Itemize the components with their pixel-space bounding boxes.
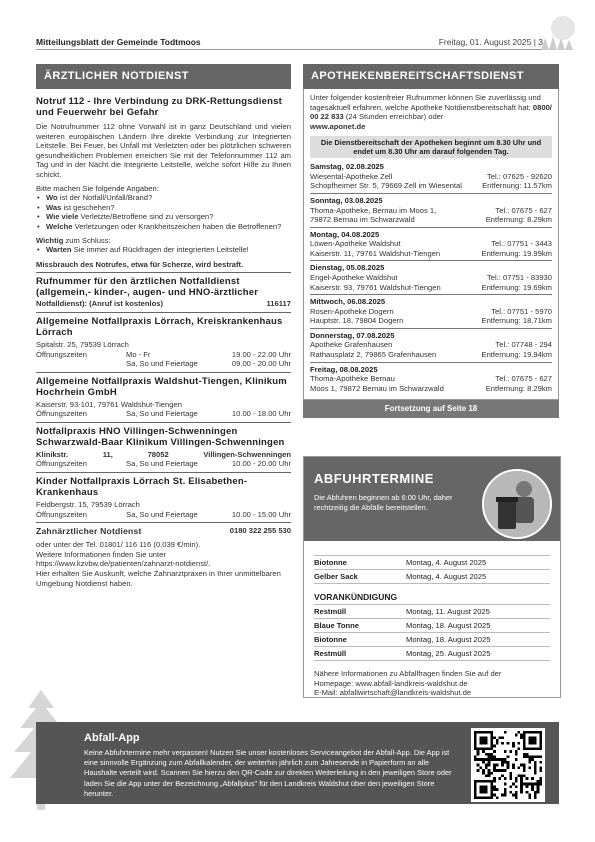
fragen-list	[36, 193, 291, 231]
abfall-app-box	[36, 722, 559, 804]
pharmacy-address: Rathausplatz 2, 79865 Grafenhausen	[310, 349, 437, 359]
pharmacy-box	[303, 89, 559, 400]
praxis-hno-title: Notfallpraxis HNO Villingen-Schwenningen Schwarzwald-Baar Klinikum Villingen-Schwenningen	[36, 425, 285, 448]
preview-heading: VORANKÜNDIGUNG	[314, 592, 398, 602]
pharmacy-note: Die Dienstbereitschaft der Apotheken beginnt um 8.30 Uhr und endet um 8.30 Uhr am darauf folgenden Tag.	[310, 136, 552, 158]
pharmacy-day: Montag, 04.08.2025	[310, 229, 380, 239]
waste-title: ABFUHRTERMINE	[314, 471, 434, 486]
pharmacy-tel: Tel.: 07625 - 92620	[486, 171, 552, 181]
divider	[310, 328, 552, 329]
pharmacy-item	[310, 362, 552, 394]
section-header-pharmacy: APOTHEKENBEREITSCHAFTSDIENST	[303, 64, 559, 89]
missbrauch-warning: Missbrauch des Notrufes, etwa für Scherze, wird bestraft.	[36, 259, 244, 269]
pharmacy-name: Thoma-Apotheke, Bernau im Moos 1,	[310, 205, 437, 215]
waste-subtitle: Die Abfuhren beginnen ab 6:00 Uhr, daher rechtzeitig die Abfälle bereitstellen.	[314, 493, 453, 512]
table-row: Biotonne Montag, 4. August 2025	[314, 556, 550, 570]
medical-emergency-column	[36, 64, 291, 588]
zahn-row: Zahnärztlicher Notdienst 0180 322 255 530	[36, 526, 291, 537]
schluss-line: Wichtig zum Schluss:	[36, 235, 111, 245]
pharmacy-name: Wiesental-Apotheke Zell	[310, 171, 393, 181]
fragen-intro: Bitte machen Sie folgende Angaben:	[36, 183, 159, 193]
pharmacy-address: Hauptstr. 18, 79804 Dogern	[310, 316, 404, 326]
pharmacy-tel: Tel.: 07748 - 294	[495, 340, 552, 350]
pharmacy-address: Schopfheimer Str. 5, 79669 Zell im Wiesental	[310, 181, 462, 191]
pharmacy-tel: Tel.: 07751 - 3443	[491, 239, 552, 249]
list-item: • Was ist geschehen?	[36, 203, 291, 213]
table-row: Restmüll Montag, 11. August 2025	[314, 605, 550, 619]
pharmacy-distance: Entfernung: 19.99km	[481, 248, 552, 258]
list-item: • Welche Verletzungen oder Krankheitszeichen haben die Betroffenen?	[36, 222, 291, 232]
praxis-loerrach-title: Allgemeine Notfallpraxis Lörrach, Kreiskrankenhaus Lörrach	[36, 315, 283, 338]
pharmacy-intro: Unter folgender kostenfreier Rufnummer können Sie zuverlässig und tagesaktuell erfahren, welche Apotheke Notdienstbereitschaft hat: 0800/ 00 22 833 (24 Stunden erreichbar) oder www.aponet.de	[310, 93, 552, 131]
pharmacy-distance: Entfernung: 8.29km	[485, 215, 552, 225]
pharmacy-day: Donnerstag, 07.08.2025	[310, 330, 395, 340]
table-row: Blaue Tonne Montag, 18. August 2025	[314, 619, 550, 633]
praxis-loerrach-address: Spitalstr. 25, 79539 Lörrach	[36, 339, 129, 349]
pharmacy-item	[310, 162, 552, 191]
pharmacy-distance: Entfernung: 19.94km	[481, 349, 552, 359]
pharmacy-name: Thoma-Apotheke Bernau	[310, 374, 395, 383]
pharmacy-address: Kaiserstr. 93, 79761 Waldshut-Tiengen	[310, 282, 441, 292]
divider	[310, 193, 552, 194]
zahn-number: 0180 322 255 530	[229, 526, 291, 536]
waste-homepage-link[interactable]: Homepage: www.abfall-landkreis-waldshut.de	[314, 678, 468, 688]
pharmacy-day: Freitag, 08.08.2025	[310, 364, 378, 374]
notruf-text: Die Notrufnummer 112 ohne Vorwahl ist in ganz Deutschland und vielen weiteren europäischen Ländern Ihre direkte Verbindung zur Integrierten Leitstelle. Bei Feuer, bei Unfall mit Verletzten oder bei plötzlichen schweren gesundheitlichen Problemen erreichen Sie mit der Telefonnummer 112 am Tag und in der Nacht die Integrierte Leitstelle, welche sofort Hilfe zu Ihnen schickt.	[36, 122, 291, 179]
pharmacy-day: Samstag, 02.08.2025	[310, 162, 384, 172]
pharmacy-distance: Entfernung: 18.71km	[481, 316, 552, 326]
table-row: Restmüll Montag, 25. August 2025	[314, 647, 550, 661]
pharmacy-name: Rosen-Apotheke Dogern	[310, 306, 394, 316]
ruf-row: Notfalldienst): (Anruf ist kostenlos) 116117	[36, 299, 291, 309]
pharmacy-item	[310, 193, 552, 225]
divider	[310, 260, 552, 261]
praxis-waldshut-title: Allgemeine Notfallpraxis Waldshut-Tiengen, Klinikum Hochrhein GmbH	[36, 375, 287, 398]
warten-item: • Warten Sie immer auf Rückfragen der integrierten Leitstelle!	[36, 245, 291, 255]
qr-code-icon[interactable]	[471, 728, 545, 802]
divider	[36, 372, 291, 373]
notruf-title: Notruf 112 - Ihre Verbindung zu DRK-Rettungsdienst und Feuerwehr bei Gefahr	[36, 96, 282, 118]
pharmacy-list	[310, 162, 552, 393]
divider	[36, 522, 291, 523]
divider	[310, 294, 552, 295]
hours-row: Öffnungszeiten Mo - Fr 19.00 - 22.00 Uhr	[36, 349, 291, 359]
waste-worker-photo	[482, 469, 552, 539]
pharmacy-distance: Entfernung: 19.69km	[481, 282, 552, 292]
pharmacy-tel: Tel.: 07751 - 83930	[486, 272, 552, 282]
divider	[310, 362, 552, 363]
hours-row: Öffnungszeiten Sa, So und Feiertage 10.00 - 18.00 Uhr	[36, 409, 291, 419]
aponet-link[interactable]: www.aponet.de	[310, 121, 366, 131]
app-title: Abfall-App	[84, 732, 140, 744]
divider	[310, 227, 552, 228]
list-item: • Wie viele Verletzte/Betroffene sind zu versorgen?	[36, 212, 291, 222]
pharmacy-item	[310, 227, 552, 259]
table-row: Biotonne Montag, 18. August 2025	[314, 633, 550, 647]
waste-collection-box	[303, 456, 561, 698]
pharmacy-distance: Entfernung: 11.57km	[482, 181, 552, 191]
continued-notice: Fortsetzung auf Seite 18	[303, 400, 559, 418]
section-header-medical: ÄRZTLICHER NOTDIENST	[36, 64, 291, 89]
pharmacy-tel: Tel.: 07751 - 5970	[491, 306, 552, 316]
divider	[36, 472, 291, 473]
pharmacy-phone: 0800/ 00 22 833	[310, 102, 552, 122]
pharmacy-tel: Tel.: 07675 - 627	[495, 205, 552, 215]
hours-row: Öffnungszeiten Sa, So und Feiertage 10.00 - 20.00 Uhr	[36, 459, 291, 469]
pharmacy-distance: Entfernung: 8.29km	[485, 383, 552, 393]
praxis-kinder-address: Feldbergstr. 15, 79539 Lörrach	[36, 500, 140, 510]
zahn-text1: oder unter der Tel. 01801/ 116 116 (0,039 €/min).	[36, 540, 201, 550]
hours-row: Öffnungszeiten Sa, So und Feiertage 10.00 - 15.00 Uhr	[36, 509, 291, 519]
list-item: • Wo ist der Notfall/Unfall/Brand?	[36, 193, 291, 203]
table-row: Gelber Sack Montag, 4. August 2025	[314, 570, 550, 584]
waste-info: Nähere Informationen zu Abfallfragen finden Sie auf der Homepage: www.abfall-landkreis-waldshut.de E-Mail: abfallwirtschaft@landkreis-waldshut.de	[314, 669, 550, 698]
pharmacy-day: Mittwoch, 06.08.2025	[310, 297, 386, 307]
ruf-title: Rufnummer für den ärztlichen Notfalldienst (allgemein,- kinder-, augen- und HNO-ärztlicher	[36, 276, 259, 299]
pharmacy-item	[310, 260, 552, 292]
praxis-hno-address: Klinikstr. 11, 78052 Villingen-Schwenningen	[36, 449, 291, 459]
pharmacy-column	[303, 64, 559, 418]
pharmacy-day: Dienstag, 05.08.2025	[310, 263, 385, 273]
pharmacy-address: 79872 Bernau im Schwarzwald	[310, 215, 415, 225]
pharmacy-name: Apotheke Grafenhausen	[310, 340, 393, 350]
pharmacy-name: Löwen-Apotheke Waldshut	[310, 239, 401, 249]
hours-row: Sa, So und Feiertage 09.00 - 20.00 Uhr	[126, 359, 291, 369]
divider	[36, 272, 291, 273]
divider	[36, 312, 291, 313]
pharmacy-item	[310, 328, 552, 360]
zahn-text3: Hier erhalten Sie Auskunft, welche Zahnarztpraxen in Ihrer unmittelbaren Umgebung Notdienst haben.	[36, 569, 281, 588]
pharmacy-tel: Tel.: 07675 - 627	[495, 374, 552, 383]
newsletter-title: Mitteilungsblatt der Gemeinde Todtmoos	[36, 37, 201, 47]
waste-header	[304, 457, 560, 541]
pharmacy-name: Engel-Apotheke Waldshut	[310, 272, 398, 282]
trees-logo-icon	[535, 12, 575, 52]
zahn-link[interactable]: https://www.kzvbw.de/patienten/zahnarzt-notdienst/.	[36, 559, 211, 569]
waste-email-link[interactable]: E-Mail: abfallwirtschaft@landkreis-waldshut.de	[314, 688, 472, 698]
header-divider	[36, 49, 555, 50]
pharmacy-address: Moos 1, 79872 Bernau im Schwarzwald	[310, 383, 444, 393]
pharmacy-day: Sonntag, 03.08.2025	[310, 196, 383, 206]
zahn-text2: Weitere Informationen finden Sie unter	[36, 549, 166, 559]
pharmacy-item	[310, 294, 552, 326]
page-date: Freitag, 01. August 2025 | 3	[438, 37, 543, 47]
praxis-kinder-title: Kinder Notfallpraxis Lörrach St. Elisabethen-Krankenhaus	[36, 476, 248, 499]
praxis-waldshut-address: Kaiserstr. 93-101, 79761 Waldshut-Tiengen	[36, 399, 182, 409]
ruf-number: 116117	[266, 299, 291, 309]
pharmacy-address: Kaiserstr. 11, 79761 Waldshut-Tiengen	[310, 248, 441, 258]
app-text: Keine Abfuhrtermine mehr verpassen! Nutzen Sie unser kostenloses Serviceangebot der Abfall-App. Die App ist eine sinnvolle Ergänzung zum Abfallkalender, der weiterhin jährlich zum Jahresende in Papierform an alle Haushalte verteilt wird. Scannen Sie hierzu den QR-Code zur direkten Weiterleitung in den jeweiligen Store oder laden Sie die App unter der Bezeichnung „Abfallplus" für den Landkreis Waldshut über den jeweiligen Store herunter.	[84, 748, 452, 798]
divider	[36, 422, 291, 423]
